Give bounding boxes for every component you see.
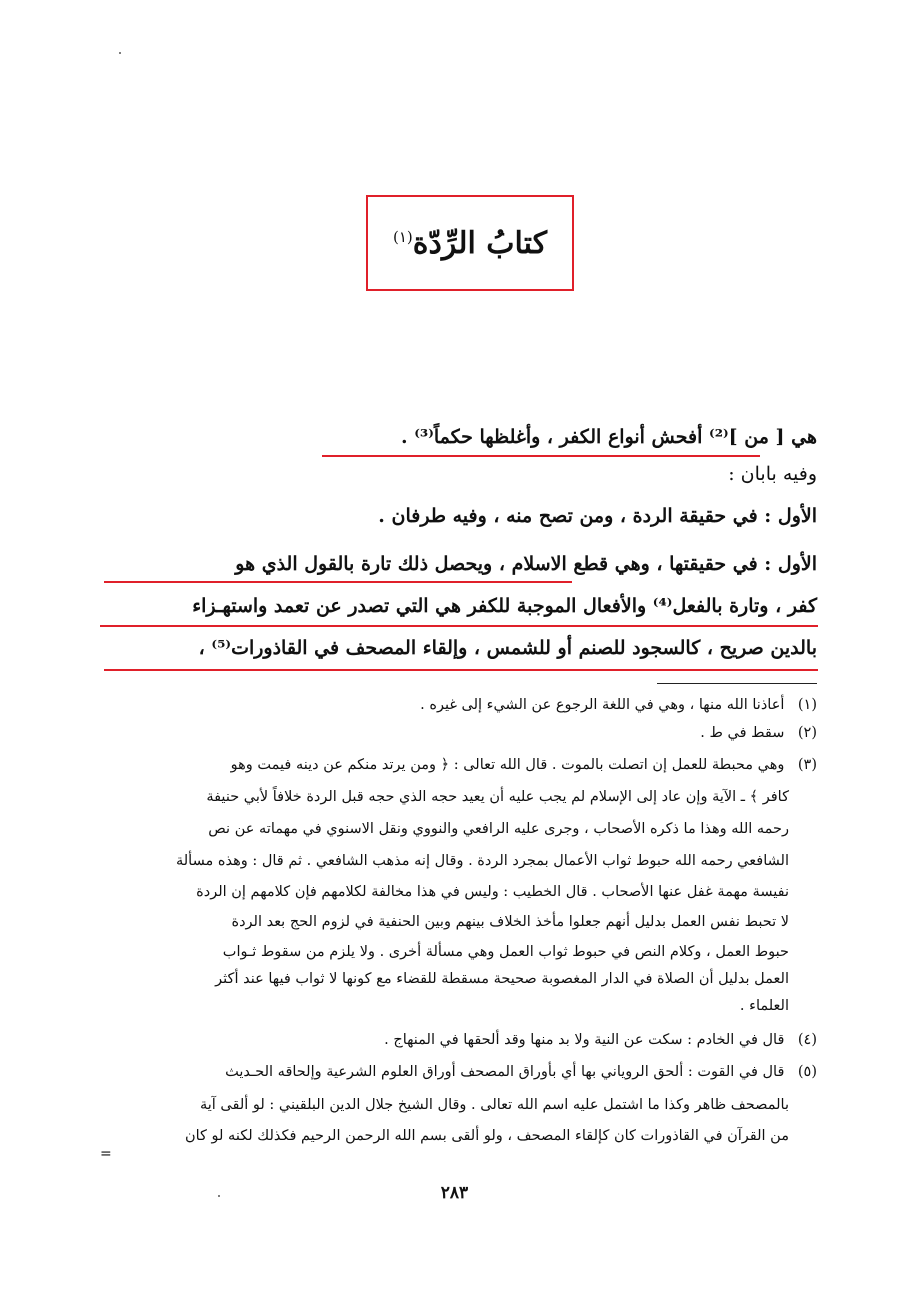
body-line-4: الأول : في حقيقتها ، وهي قطع الاسلام ، ويحصل ذلك تارة بالقول الذي هو — [235, 553, 817, 575]
footnote-separator — [657, 683, 817, 684]
footnote-number: (٤) — [797, 1032, 817, 1048]
highlight-underline — [104, 669, 818, 671]
footnote-5 — [102, 1059, 817, 1085]
highlight-underline — [100, 625, 818, 627]
footnote-text: وهي محبطة للعمل إن اتصلت بالموت . قال الله تعالى : ﴿ ومن يرتد منكم عن دينه فيمت وهو — [230, 757, 785, 773]
footnote-3-cont: الشافعي رحمه الله حبوط ثواب الأعمال بمجرد الردة . وقال إنه مذهب الشافعي . ثم قال : وهذه مسألة — [175, 853, 789, 869]
footnote-text: سقط في ط . — [700, 725, 785, 741]
footnote-2 — [102, 720, 817, 746]
footnote-3-cont: العمل بدليل أن الصلاة في الدار المغصوبة صحيحة مسقطة للقضاء مع كونها لا ثواب فيها عند أكثر — [215, 971, 789, 987]
footnote-text: قال في الخادم : سكت عن النية ولا بد منها وقد ألحقها في المنهاج . — [384, 1032, 785, 1048]
footnote-3 — [102, 752, 817, 778]
footnote-3-cont: نفيسة مهمة غفل عنها الأصحاب . قال الخطيب : وليس في هذا مخالفة لكلامهم فإن كلامهم إن الردة — [196, 884, 789, 900]
footnote-5-cont: من القرآن في القاذورات كان كإلقاء المصحف ، ولو ألقى بسم الله الرحمن الرحيم فكذلك لكنه لو كان — [184, 1128, 789, 1144]
footnote-text: أعاذنا الله منها ، وهي في اللغة الرجوع عن الشيء إلى غيره . — [420, 697, 785, 713]
chapter-title-text: كتابُ الرِّدّة — [412, 225, 548, 261]
footnote-text: قال في القوت : ألحق الروياني بها أي بأوراق المصحف أوراق العلوم الشرعية وإلحاقه الحـديث — [225, 1064, 785, 1080]
section-heading-line: الأول : في حقيقة الردة ، ومن تصح منه ، وفيه طرفان . — [378, 505, 817, 527]
footnote-5-cont: بالمصحف ظاهر وكذا ما اشتمل عليه اسم الله تعالى . وقال الشيخ جلال الدين البلقيني : لو ألقى آية — [199, 1097, 789, 1113]
page-number: ٢٨٣ — [440, 1183, 469, 1203]
footnote-number: (١) — [797, 697, 817, 713]
highlight-underline — [104, 581, 572, 583]
body-line-2: وفيه بابان : — [728, 463, 817, 485]
continuation-mark: = — [100, 1146, 112, 1162]
footnote-4 — [102, 1027, 817, 1053]
body-line-6: بالدين صريح ، كالسجود للصنم أو للشمس ، وإلقاء المصحف في القاذورات⁽⁵⁾ ، — [198, 637, 817, 659]
chapter-title-box — [366, 195, 574, 291]
footnote-number: (٣) — [797, 757, 817, 773]
footnote-3-cont: العلماء . — [739, 998, 789, 1014]
chapter-title-footnote-ref: (١) — [392, 227, 413, 246]
body-line-1: هي [ من ]⁽²⁾ أفحش أنواع الكفر ، وأغلظها حكماً⁽³⁾ . — [401, 426, 817, 448]
footnote-3-cont: حبوط العمل ، وكلام النص في حبوط ثواب العمل وهي مسألة أخرى . ولا يلزم من سقوط ثـواب — [222, 944, 789, 960]
scan-speck — [119, 52, 121, 54]
footnote-number: (٢) — [797, 725, 817, 741]
body-line-5: كفر ، وتارة بالفعل⁽⁴⁾ والأفعال الموجبة للكفر هي التي تصدر عن تعمد واستهـزاء — [192, 595, 817, 617]
chapter-title — [393, 226, 547, 261]
footnote-number: (٥) — [797, 1064, 817, 1080]
footnote-3-cont: رحمه الله وهذا ما ذكره الأصحاب ، وجرى عليه الرافعي والنووي ونقل الاسنوي في مهماته عن نص — [208, 821, 789, 837]
footnote-3-cont: لا تحبط نفس العمل بدليل أنهم جعلوا مأخذ الخلاف بينهم وبين الحنفية في لزوم الحج بعد الردة — [231, 914, 789, 930]
footnote-3-cont: كافر ﴾ ـ الآية وإن عاد إلى الإسلام لم يجب عليه أن يعيد حجه الذي حجه قبل الردة خلافاً لأبي حنيفة — [206, 789, 789, 805]
footnote-1 — [102, 692, 817, 718]
highlight-underline — [322, 455, 760, 457]
